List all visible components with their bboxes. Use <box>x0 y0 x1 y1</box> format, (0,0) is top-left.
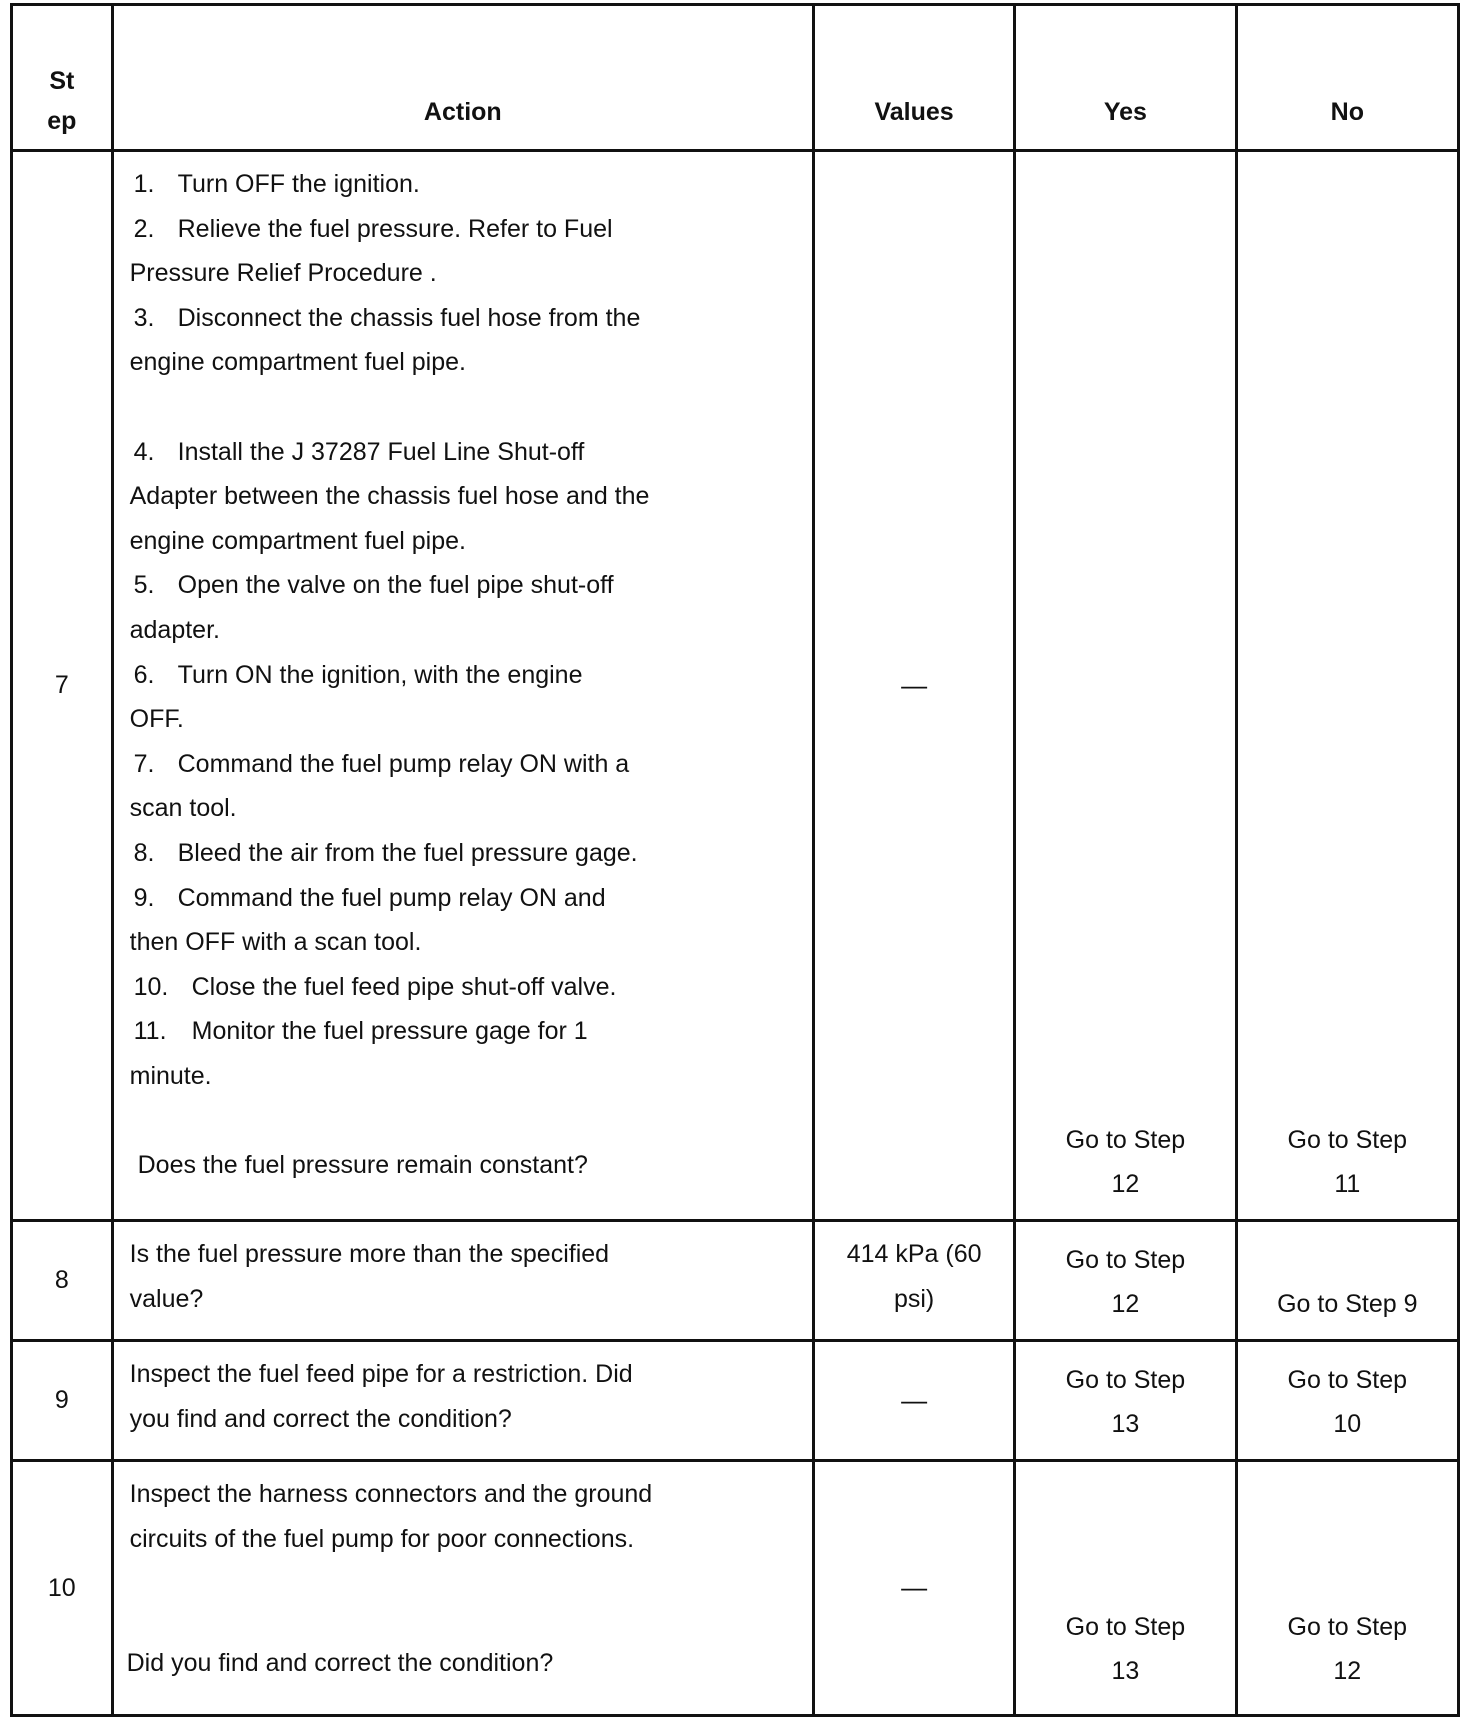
action-cell <box>112 1341 813 1461</box>
values-dash: — <box>901 1572 928 1603</box>
yes-line: 13 <box>1111 1410 1140 1439</box>
action-line: value? <box>129 1284 204 1313</box>
values-cell <box>813 151 1014 1221</box>
no-line: 12 <box>1333 1657 1362 1686</box>
action-line: 10. Close the fuel feed pipe shut-off valve. <box>130 965 798 1010</box>
no-cell <box>1236 1221 1458 1341</box>
values-dash: — <box>901 1384 928 1415</box>
values-cell <box>813 1341 1014 1461</box>
action-question: Did you find and correct the condition? <box>126 1649 554 1678</box>
step-number: 9 <box>12 1341 113 1461</box>
no-line: Go to Step 9 <box>1277 1290 1418 1319</box>
yes-line: Go to Step <box>1065 1612 1186 1641</box>
action-line: engine compartment fuel pipe. <box>129 348 466 377</box>
no-line: 10 <box>1333 1410 1362 1439</box>
action-number: 11. <box>133 1017 167 1046</box>
action-line: minute. <box>129 1061 212 1090</box>
action-line: 4. Install the J 37287 Fuel Line Shut-off <box>130 430 798 475</box>
action-number: 5. <box>133 571 155 600</box>
spacer <box>130 385 798 430</box>
action-line: 5. Open the valve on the fuel pipe shut-off <box>130 563 798 608</box>
action-line: OFF. <box>129 705 184 734</box>
step-number: 7 <box>12 151 113 1221</box>
action-number: 6. <box>133 660 155 689</box>
step-number: 10 <box>12 1461 113 1716</box>
yes-line: 13 <box>1111 1657 1140 1686</box>
action-number: 3. <box>133 303 155 332</box>
action-line: 1. Turn OFF the ignition. <box>130 162 798 207</box>
no-line: Go to Step <box>1287 1612 1408 1641</box>
no-line: Go to Step <box>1287 1125 1408 1154</box>
action-line: then OFF with a scan tool. <box>129 928 422 957</box>
yes-line: Go to Step <box>1065 1365 1186 1394</box>
values-cell <box>813 1461 1014 1716</box>
no-line: Go to Step <box>1287 1365 1408 1394</box>
no-cell <box>1236 1461 1458 1716</box>
action-number: 7. <box>133 749 155 778</box>
yes-line: Go to Step <box>1065 1245 1186 1274</box>
values-line: psi) <box>893 1284 935 1313</box>
yes-cell <box>1015 1221 1236 1341</box>
action-line: 3. Disconnect the chassis fuel hose from the <box>130 296 798 341</box>
action-number: 9. <box>133 883 155 912</box>
action-line: 2. Relieve the fuel pressure. Refer to Fuel <box>130 207 798 252</box>
table-row <box>12 1221 1459 1341</box>
action-line: 7. Command the fuel pump relay ON with a <box>130 742 798 787</box>
action-cell <box>112 1461 813 1716</box>
action-line: engine compartment fuel pipe. <box>129 526 466 555</box>
action-number: 2. <box>133 214 155 243</box>
header-step <box>12 5 113 151</box>
yes-line: 12 <box>1111 1170 1140 1199</box>
action-cell <box>112 1221 813 1341</box>
action-number: 8. <box>133 838 155 867</box>
action-line: Adapter between the chassis fuel hose and the <box>129 482 650 511</box>
action-cell <box>112 151 813 1221</box>
header-step-line1: St <box>49 67 75 95</box>
action-number: 10. <box>133 972 169 1001</box>
action-line: 6. Turn ON the ignition, with the engine <box>130 653 798 698</box>
header-action: Action <box>112 5 813 151</box>
action-line: circuits of the fuel pump for poor connections. <box>129 1524 635 1553</box>
action-question: Does the fuel pressure remain constant? <box>137 1151 588 1180</box>
values-dash: — <box>901 669 928 700</box>
action-line: 11. Monitor the fuel pressure gage for 1 <box>130 1009 798 1054</box>
values-cell <box>813 1221 1014 1341</box>
spacer <box>130 1561 798 1641</box>
action-line: Inspect the harness connectors and the ground <box>129 1480 653 1508</box>
yes-line: 12 <box>1111 1290 1140 1319</box>
header-values: Values <box>813 5 1014 151</box>
table-row <box>12 151 1459 1221</box>
action-line: Is the fuel pressure more than the specified <box>129 1240 610 1268</box>
header-row <box>12 5 1459 151</box>
diagnostic-steps-table <box>10 3 1460 1717</box>
no-line: 11 <box>1334 1170 1361 1199</box>
no-cell <box>1236 151 1458 1221</box>
table-row <box>12 1341 1459 1461</box>
yes-line: Go to Step <box>1065 1125 1186 1154</box>
values-line: 414 kPa (60 <box>846 1240 982 1268</box>
header-step-line2: ep <box>47 107 77 135</box>
action-line: Inspect the fuel feed pipe for a restriction. Did <box>129 1360 633 1388</box>
table-row <box>12 1461 1459 1716</box>
yes-cell <box>1015 1461 1236 1716</box>
step-number: 8 <box>12 1221 113 1341</box>
action-line: 8. Bleed the air from the fuel pressure gage. <box>130 831 798 876</box>
action-line: scan tool. <box>129 794 237 823</box>
action-line: 9. Command the fuel pump relay ON and <box>130 876 798 921</box>
action-line: Pressure Relief Procedure . <box>129 259 437 288</box>
action-line: you find and correct the condition? <box>129 1404 512 1433</box>
action-number: 1. <box>133 170 155 198</box>
yes-cell <box>1015 151 1236 1221</box>
header-no: No <box>1236 5 1458 151</box>
yes-cell <box>1015 1341 1236 1461</box>
spacer <box>130 1098 798 1143</box>
header-yes: Yes <box>1015 5 1236 151</box>
action-line: adapter. <box>129 615 220 644</box>
action-number: 4. <box>133 437 155 466</box>
no-cell <box>1236 1341 1458 1461</box>
